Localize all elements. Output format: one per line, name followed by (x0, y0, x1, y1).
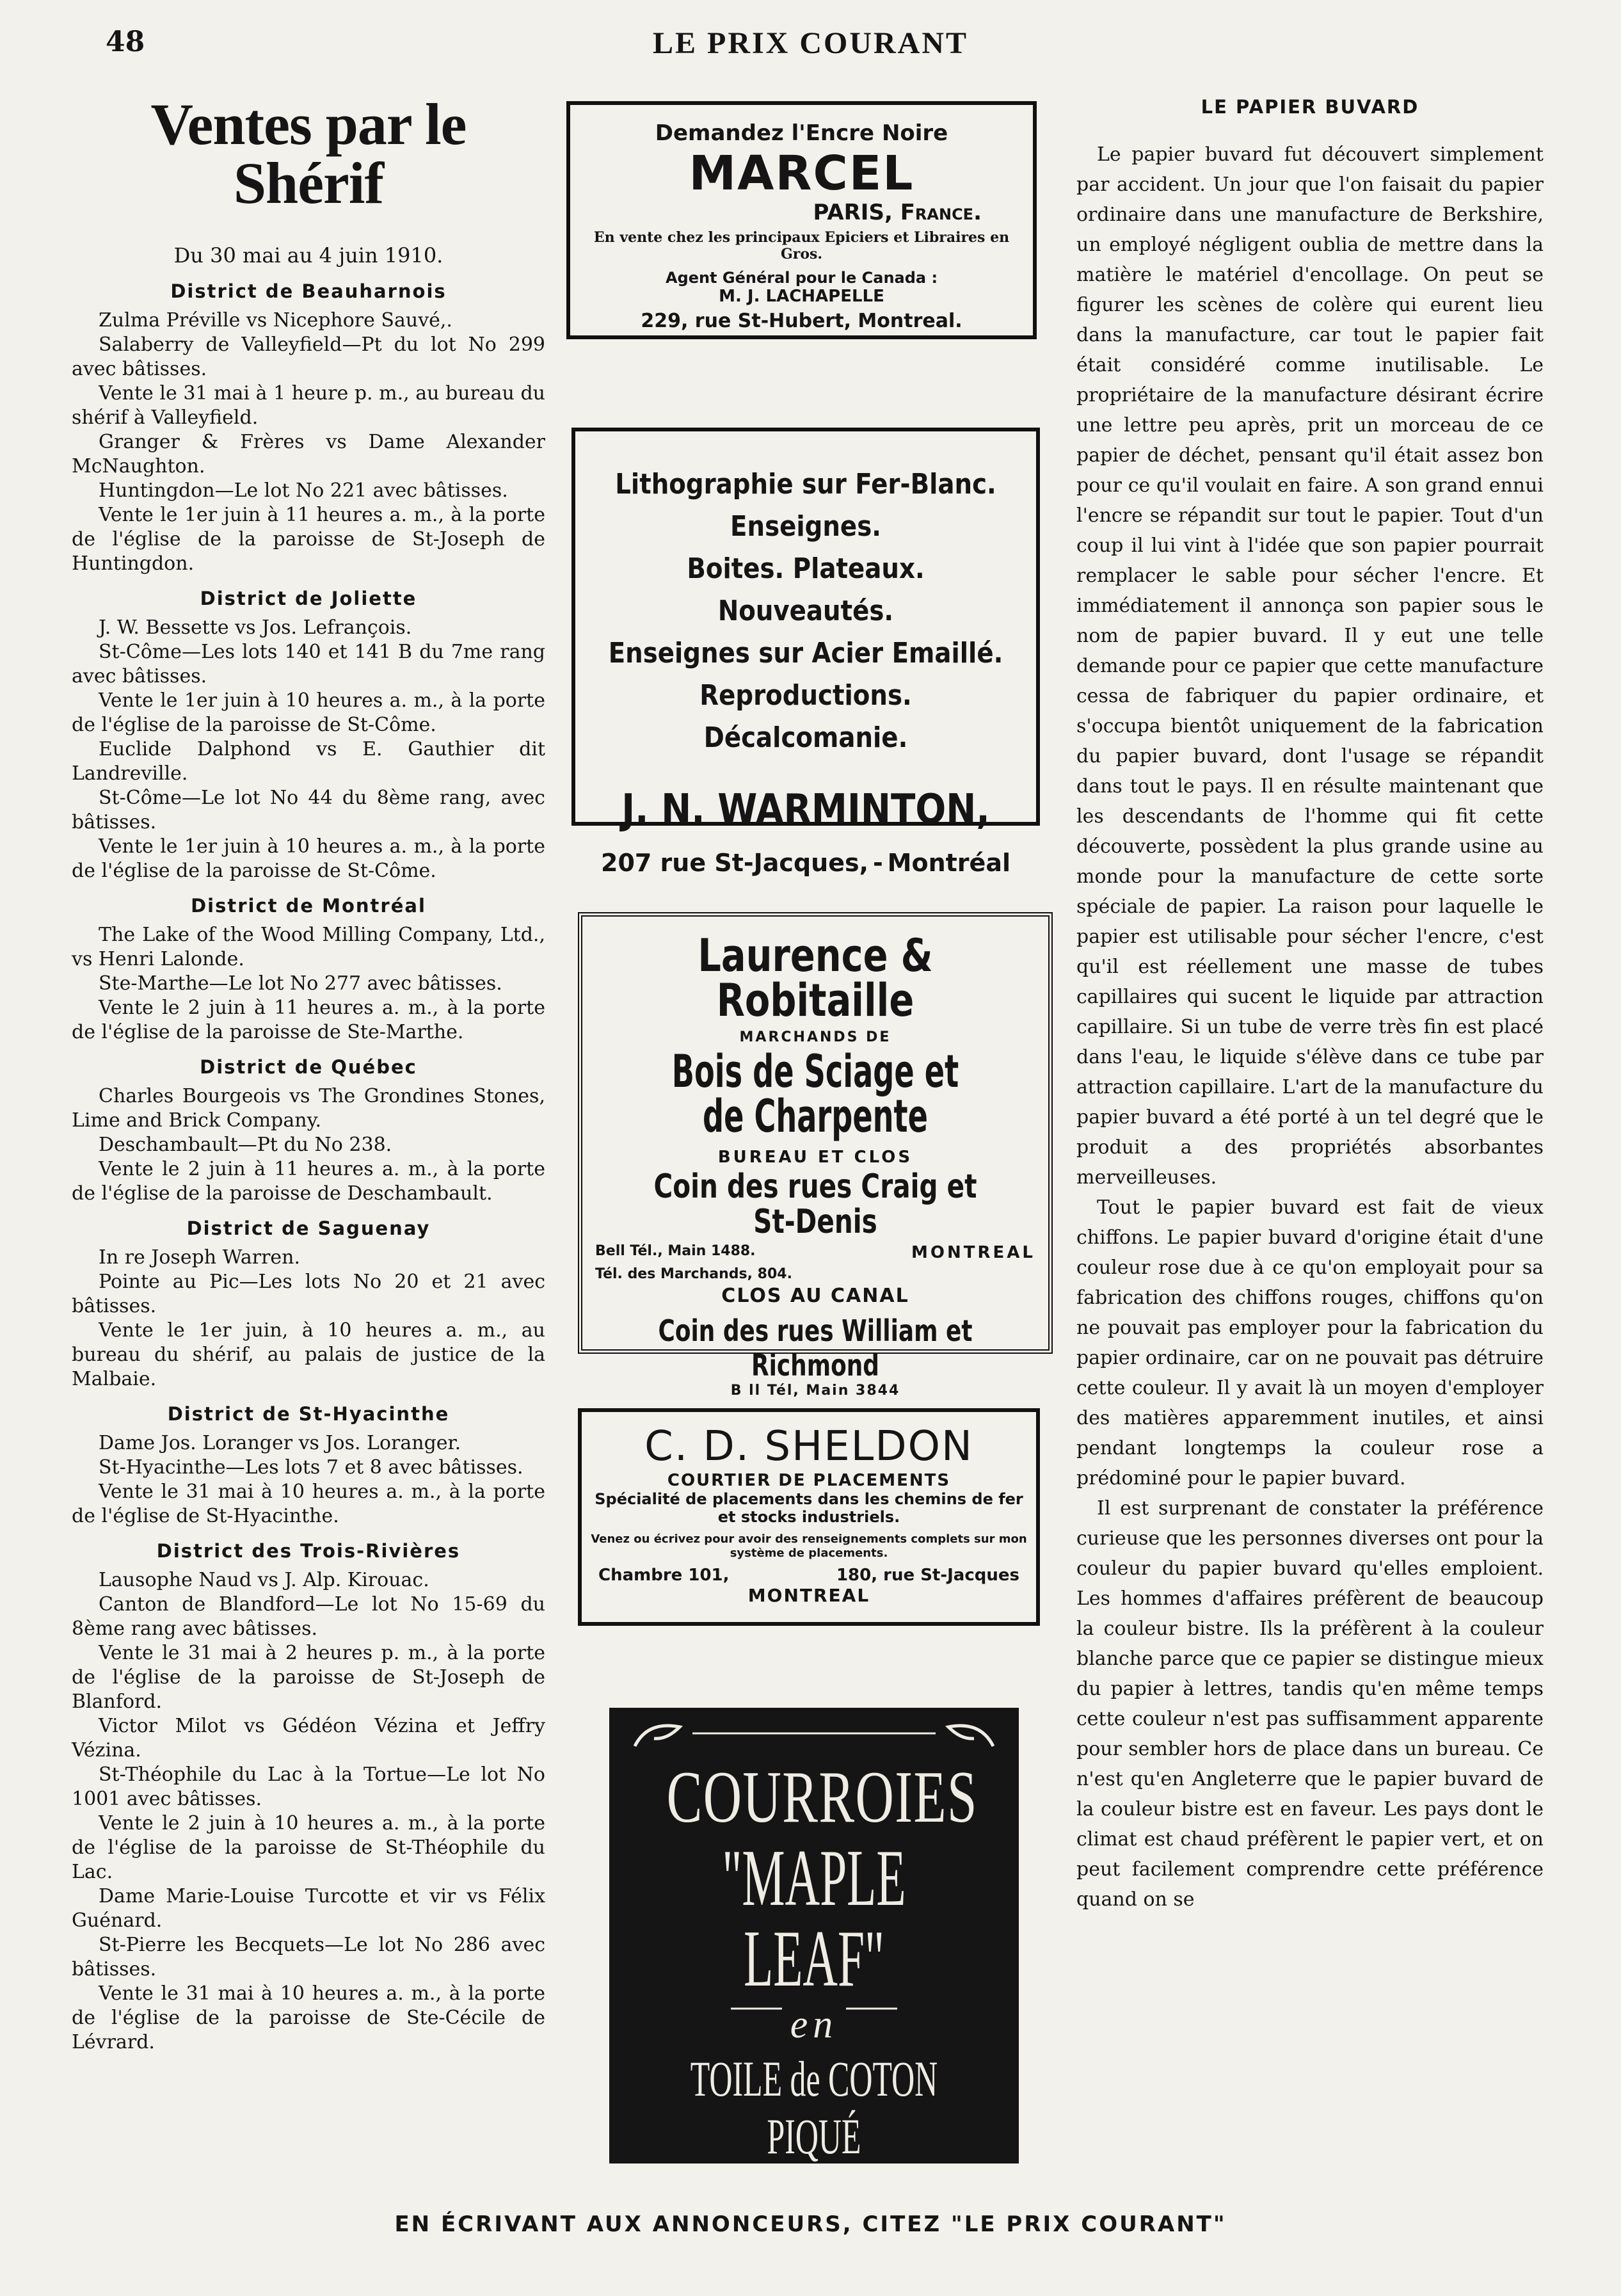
sale-entry: Granger & Frères vs Dame Alexander McNaughton. (72, 431, 545, 478)
ad-marcel-address: 229, rue St-Hubert, Montreal. (641, 310, 962, 332)
article-paragraph: Le papier buvard fut découvert simplement par accident. Un jour que l'on faisait du papier ordinaire dans une manufacture de Berkshire, un employé négligent oublia de mettre dans la matière le matériel d'encollage. On peut se figurer les scènes de colère qui eurent lieu dans la manufacture, car tout le papier fait était considéré comme inutilisable. Le propriétaire de la manufacture désirant écrire une lettre peu après, prit un morceau de ce papier de déchet, pensant qu'il était assez bon pour ce qu'il voulait en faire. A son grand ennui l'encre se répandit sur tout le papier. Tout d'un coup il lui vint à l'idée que son papier pourrait remplacer le sable pour sécher l'encre. Et immédiatement il annonça son papier sous le nom de papier buvard. Il y eut une telle demande pour ce papier que cette manufacture cessa de fabriquer du papier ordinaire, et s'occupa bientôt uniquement de la fabrication du papier buvard, dont l'usage se répandit dans tout le pays. Il en résulte maintenant que les descendants de l'homme qui fit cette découverte, possèdent la plus grande usine au monde pour la manufacture de cette sorte spéciale de papier. La raison pour laquelle le papier est utilisable pour sécher l'encre, c'est qu'il est réellement une masse de tubes capillaires qui sucent le liquide par attraction capillaire. Si un tube de verre très fin est placé dans l'eau, le liquide s'élève dans ce tube par attraction capillaire. L'art de la manufacture du papier buvard a été porté à un tel degré que le produit a des propriétés absorbantes merveilleuses. (1076, 143, 1544, 1189)
district-heading: District de St-Hyacinthe (167, 1403, 450, 1425)
ad-laurence-tel1: Bell Tél., Main 1488. (595, 1243, 756, 1260)
ad-courroies-l4: TOILE de COTON PIQUÉ (690, 2051, 938, 2164)
sale-entry: Vente le 1er juin à 11 heures a. m., à la porte de l'église de la paroisse de St-Joseph de Huntingdon. (72, 504, 545, 575)
page-number: 48 (106, 26, 145, 58)
sale-entry: Vente le 2 juin à 10 heures a. m., à la porte de l'église de la paroisse de St-Théophile du Lac. (72, 1812, 545, 1883)
sale-entry: St-Théophile du Lac à la Tortue—Le lot No 1001 avec bâtisses. (72, 1763, 545, 1810)
ad-sheldon-room: Chambre 101, (598, 1566, 730, 1585)
ad-laurence-sub: MARCHANDS DE (739, 1029, 891, 1045)
sale-entry: Vente le 2 juin à 11 heures a. m., à la porte de l'église de la paroisse de Ste-Marthe. (72, 997, 545, 1043)
ad-warminton-line: Boites. Plateaux. Nouveautés. (687, 552, 925, 627)
sheriff-sales-column (72, 92, 545, 2055)
district-heading: District des Trois-Rivières (156, 1540, 461, 1562)
ad-warminton-address (575, 849, 1036, 877)
article-title: LE PAPIER BUVARD (1201, 96, 1419, 118)
sale-entry: St-Pierre les Becquets—Le lot No 286 avec bâtisses. (72, 1934, 545, 1980)
article-paragraph: Tout le papier buvard est fait de vieux chiffons. Le papier buvard d'origine était d'une couleur rose due à ce qu'on employait pour sa fabrication des chiffons rouges, chiffons qu'on ne pouvait pas employer pour la fabrication du papier ordinaire, car on ne pouvait pas détruire cette couleur. Il y avait là un moyen d'employer des matières apparemment inutiles, et ainsi pendant longtemps la couleur rose a prédominé pour le papier buvard. (1076, 1196, 1544, 1489)
district-heading: District de Joliette (200, 588, 417, 609)
sale-entry: Vente le 2 juin à 11 heures a. m., à la porte de l'église de la paroisse de Deschambault. (72, 1158, 545, 1205)
article-paragraph: Il est surprenant de constater la préférence curieuse que les personnes diverses ont pour la couleur du papier buvard qu'elles emploient. Les hommes d'affaires préfèrent de beaucoup la couleur bistre. Ils la préfèrent à la couleur blanche parce que ce papier se distingue mieux du papier à lettres, tandis qu'en même temps cette couleur n'est pas suffisamment apparente pour sembler hors de place dans un bureau. Ce n'est qu'en Angleterre que le papier buvard de la couleur bistre est en faveur. Les pays dont le climat est chaud préfèrent le papier vert, et on peut facilement comprendre cette préférence quand on se (1076, 1497, 1544, 1911)
ad-warminton (571, 428, 1040, 877)
ad-warminton-line: Reproductions. Décalcomanie. (699, 679, 912, 754)
ad-laurence-tel3: B ll Tél, Main 3844 (730, 1383, 900, 1399)
district-heading: District de Montréal (191, 895, 426, 917)
ad-warminton-address-city: Montréal (887, 849, 1010, 877)
sale-entry: St-Côme—Les lots 140 et 141 B du 7me rang avec bâtisses. (72, 641, 545, 687)
district-heading: District de Québec (200, 1056, 417, 1078)
sale-entry: Vente le 1er juin, à 10 heures a. m., au bureau du shérif, au palais de justice de la Malbaie. (72, 1319, 545, 1390)
ad-warminton-line: Enseignes. (730, 510, 881, 543)
sheriff-title: Ventes par le Shérif (150, 92, 467, 216)
ad-sheldon (578, 1408, 1040, 1626)
sale-entry: Dame Marie-Louise Turcotte et vir vs Félix Guénard. (72, 1885, 545, 1932)
sale-entry: Vente le 31 mai à 2 heures p. m., à la porte de l'église de la paroisse de St-Joseph de Blanford. (72, 1642, 545, 1713)
ad-warminton-address-sep: - (872, 849, 883, 877)
ad-laurence-corner2: Coin des rues William et Richmond (658, 1313, 973, 1383)
ad-laurence-clos: CLOS AU CANAL (721, 1285, 909, 1308)
ad-marcel-brand: MARCEL (689, 146, 914, 201)
district-list (72, 280, 545, 2055)
ad-sheldon-street: 180, rue St-Jacques (836, 1566, 1019, 1585)
sale-entry: Vente le 1er juin à 10 heures a. m., à la porte de l'église de la paroisse de St-Côme. (72, 835, 545, 882)
ad-marcel (566, 101, 1037, 339)
article-column (1076, 96, 1544, 1915)
sheriff-dates: Du 30 mai au 4 juin 1910. (173, 243, 443, 268)
ad-marcel-name: M. J. LACHAPELLE (719, 287, 884, 306)
sale-entry: J. W. Bessette vs Jos. Lefrançois. (99, 616, 412, 639)
ad-laurence-city: MONTREAL (911, 1243, 1035, 1263)
ad-warminton-line: Enseignes sur Acier Emaillé. (608, 637, 1003, 670)
ad-sheldon-city: MONTREAL (747, 1585, 870, 1606)
ad-marcel-sold: En vente chez les principaux Epiciers et Libraires en Gros. (593, 229, 1010, 262)
sale-entry: Deschambault—Pt du No 238. (99, 1134, 392, 1156)
ad-marcel-line1: Demandez l'Encre Noire (655, 120, 948, 146)
sale-entry: Ste-Marthe—Le lot No 277 avec bâtisses. (99, 972, 502, 995)
sale-entry: Vente le 1er juin à 10 heures a. m., à la porte de l'église de la paroisse de St-Côme. (72, 689, 545, 736)
ad-courroies-maple-leaf (609, 1708, 1019, 2164)
footer-notice: EN ÉCRIVANT AUX ANNONCEURS, CITEZ "LE PRIX COURANT" (394, 2212, 1227, 2237)
sale-entry: In re Joseph Warren. (99, 1246, 301, 1269)
ad-laurence-tel-row (582, 1239, 1048, 1262)
district-heading: District de Saguenay (186, 1217, 431, 1239)
ad-sheldon-address (582, 1561, 1036, 1585)
sale-entry: Huntingdon—Le lot No 221 avec bâtisses. (99, 479, 508, 502)
sale-entry: Pointe au Pic—Les lots No 20 et 21 avec bâtisses. (72, 1271, 545, 1317)
ad-sheldon-role: COURTIER DE PLACEMENTS (667, 1471, 951, 1490)
ad-warminton-line: Lithographie sur Fer-Blanc. (615, 468, 996, 501)
sale-entry: Salaberry de Valleyfield—Pt du lot No 299 avec bâtisses. (72, 333, 545, 380)
sale-entry: Victor Milot vs Gédéon Vézina et Jeffry Vézina. (72, 1715, 545, 1762)
sale-entry: Euclide Dalphond vs E. Gauthier dit Landreville. (72, 738, 545, 785)
ad-laurence-robitaille (578, 912, 1053, 1399)
journal-title: LE PRIX COURANT (652, 26, 969, 60)
sale-entry: Dame Jos. Loranger vs Jos. Loranger. (99, 1432, 461, 1454)
sale-entry: Vente le 31 mai à 1 heure p. m., au bureau du shérif à Valleyfield. (72, 382, 545, 429)
ad-sheldon-note: Venez ou écrivez pour avoir des renseignements complets sur mon système de placements. (591, 1532, 1027, 1560)
ad-sheldon-name: C. D. SHELDON (644, 1423, 973, 1470)
ad-courroies-l2: "MAPLE LEAF" (722, 1834, 906, 2003)
sale-entry: Canton de Blandford—Le lot No 15-69 du 8ème rang avec bâtisses. (72, 1593, 545, 1640)
sale-entry: Vente le 31 mai à 10 heures a. m., à la porte de l'église de St-Hyacinthe. (72, 1481, 545, 1527)
ad-laurence-tel2: Tél. des Marchands, 804. (595, 1266, 792, 1283)
ad-warminton-address-street: 207 rue St-Jacques, (601, 849, 869, 877)
ad-laurence-corner1: Coin des rues Craig et St-Denis (653, 1168, 977, 1241)
sale-entry: St-Côme—Le lot No 44 du 8ème rang, avec bâtisses. (72, 787, 545, 833)
ad-marcel-agent: Agent Général pour le Canada : (665, 269, 938, 287)
ad-laurence-name: Laurence & Robitaille (698, 929, 933, 1027)
sale-entry: The Lake of the Wood Milling Company, Ltd., vs Henri Lalonde. (72, 924, 545, 970)
ad-courroies-l3: en (790, 2003, 838, 2046)
sale-entry: St-Hyacinthe—Les lots 7 et 8 avec bâtisses. (99, 1456, 523, 1479)
sale-entry: Zulma Préville vs Nicephore Sauvé,. (99, 309, 452, 332)
ad-courroies-l1: COURROIES (666, 1756, 978, 1838)
ad-laurence-tel2-row (582, 1262, 1048, 1282)
ad-laurence-office: BUREAU ET CLOS (717, 1148, 913, 1167)
sale-entry: Lausophe Naud vs J. Alp. Kirouac. (99, 1569, 429, 1591)
sale-entry: Vente le 31 mai à 10 heures a. m., à la porte de l'église de la paroisse de Ste-Cécile de Lévrard. (72, 1982, 545, 2053)
ad-sheldon-spec: Spécialité de placements dans les chemins de fer et stocks industriels. (595, 1490, 1023, 1526)
district-heading: District de Beauharnois (170, 280, 447, 302)
ad-marcel-place: PARIS, France. (813, 200, 982, 225)
ad-warminton-name: J. N. WARMINTON, (621, 786, 990, 833)
ad-laurence-goods: Bois de Sciage et de Charpente (671, 1045, 959, 1143)
sale-entry: Charles Bourgeois vs The Grondines Stones, Lime and Brick Company. (72, 1085, 545, 1132)
